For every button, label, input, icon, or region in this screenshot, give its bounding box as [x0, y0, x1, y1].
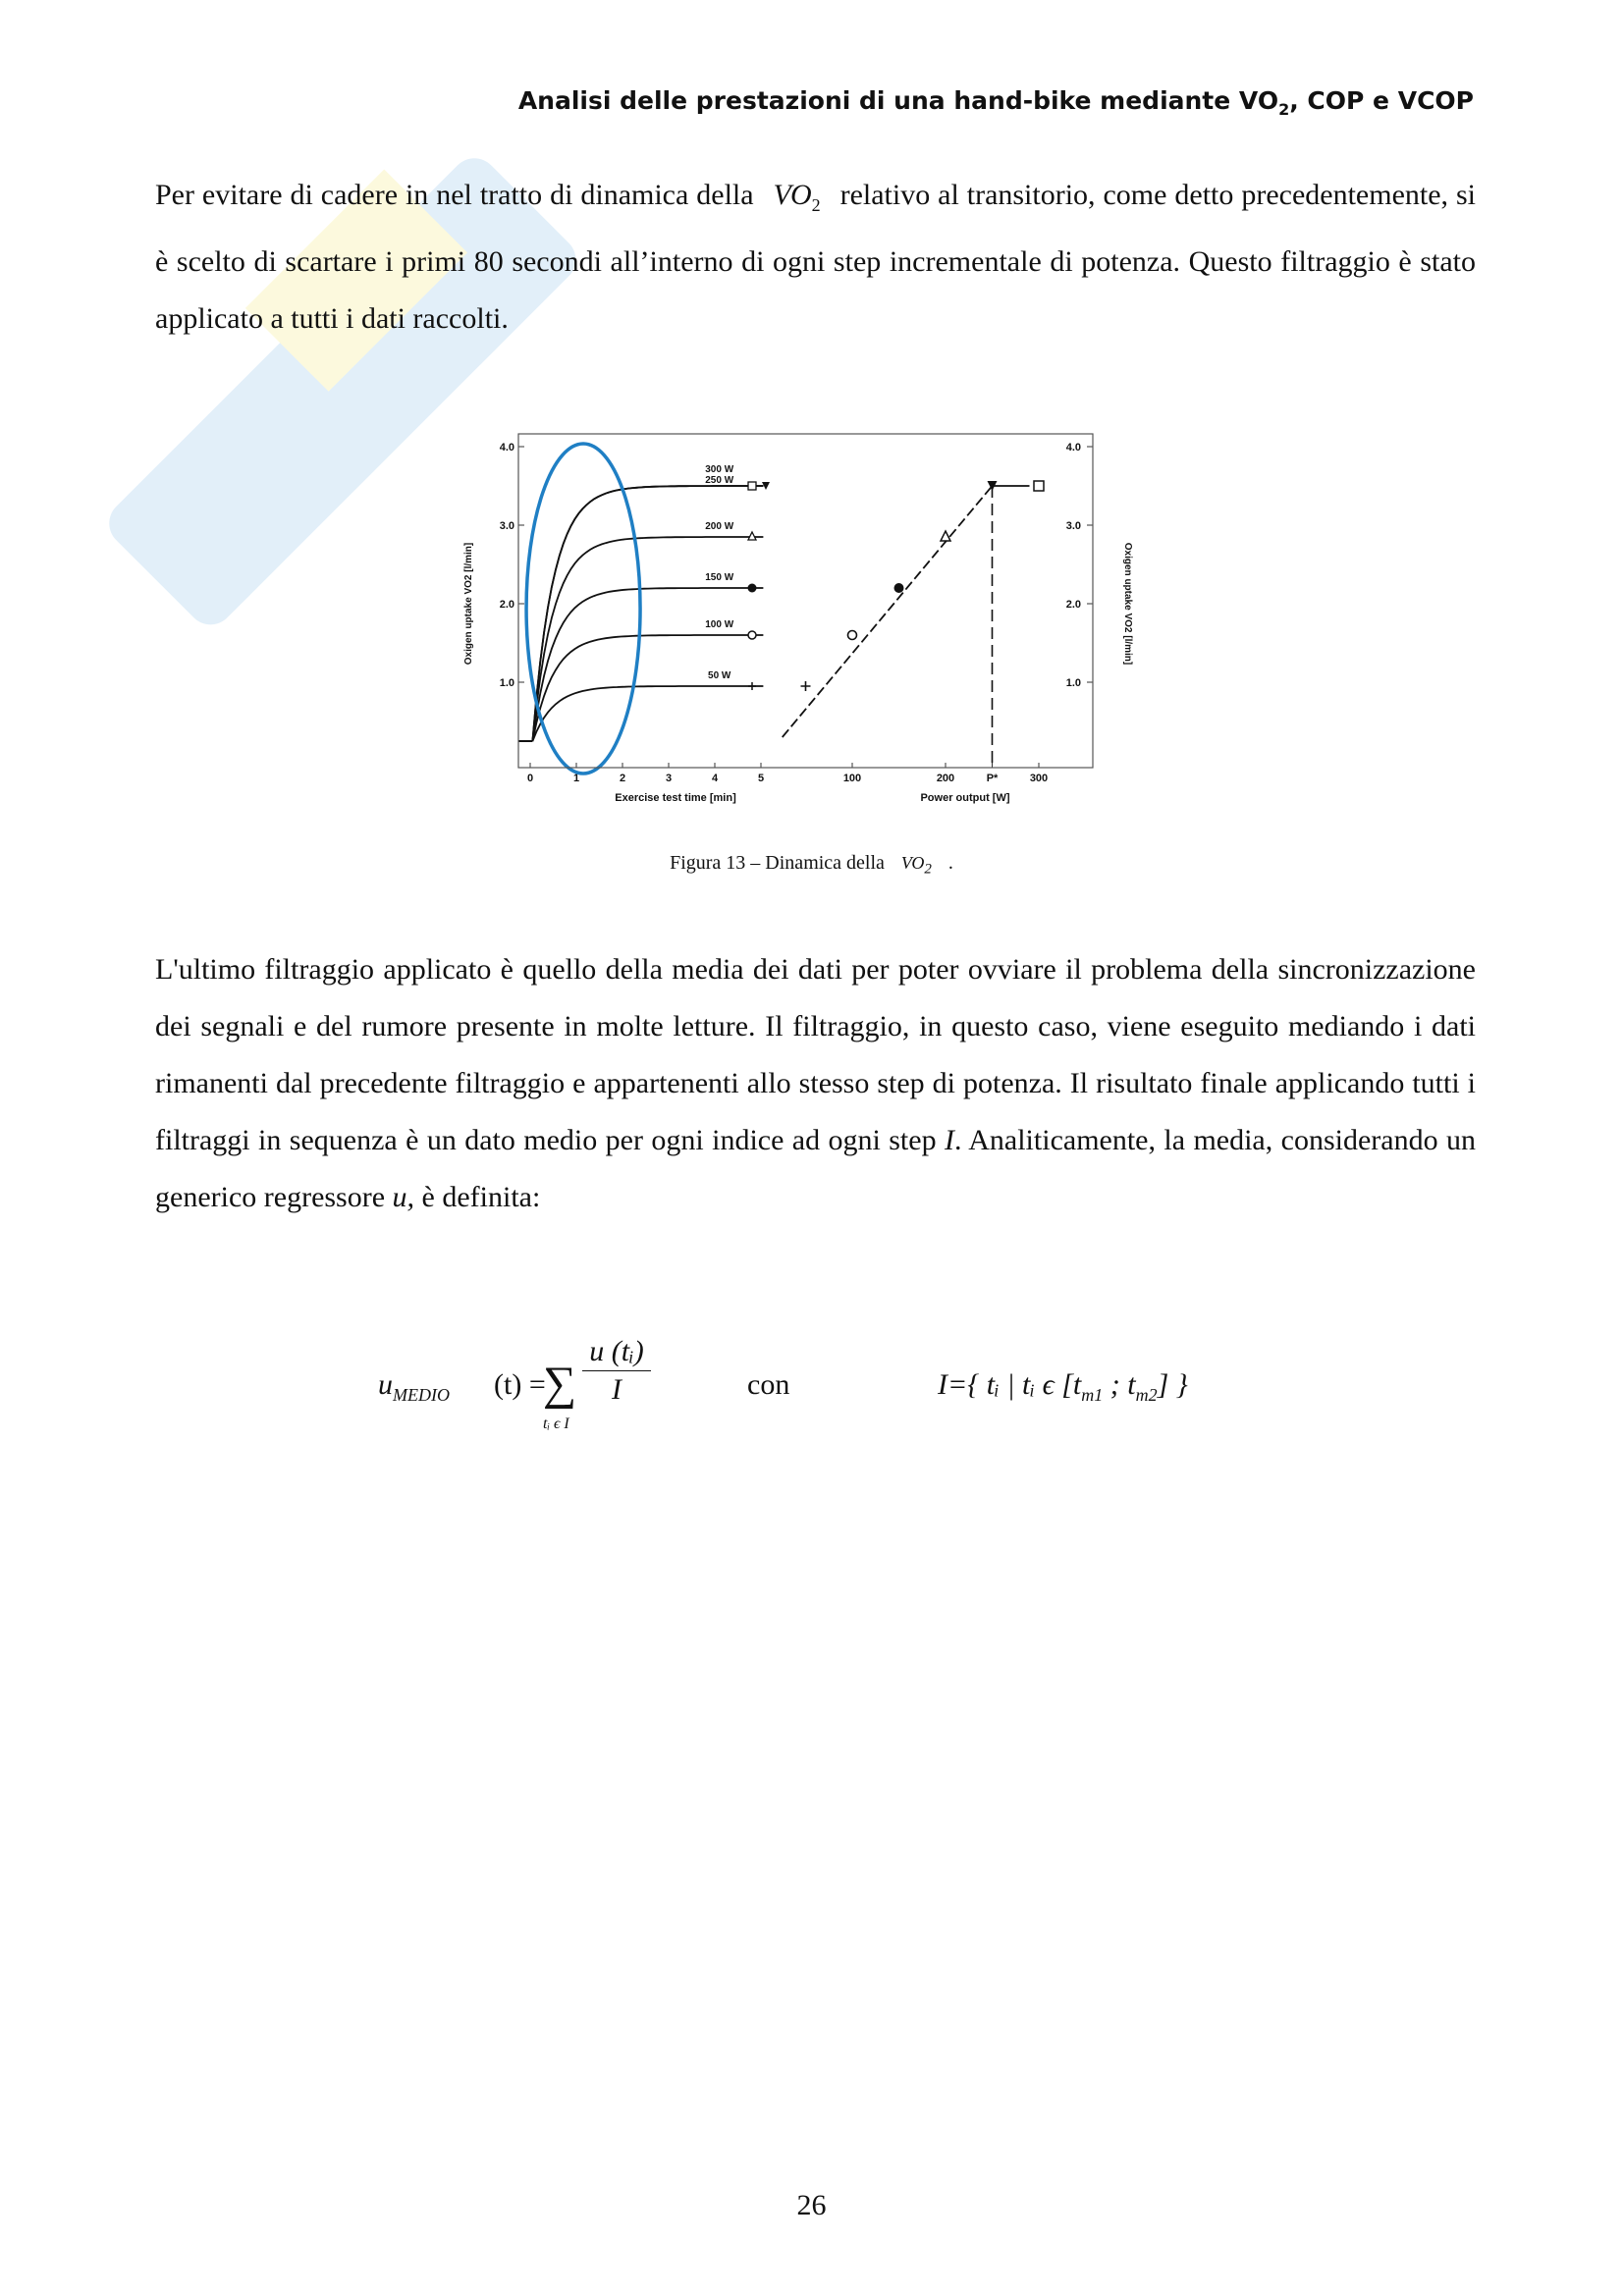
- left-xtick-label: 1: [572, 773, 580, 784]
- right-xtick-label: 100: [842, 773, 862, 784]
- right-ytick-label: 3.0: [1065, 520, 1081, 532]
- left-xlabel: Exercise test time [min]: [615, 792, 736, 804]
- left-ytick-label: 1.0: [499, 677, 514, 689]
- curve-label: 100 W: [705, 619, 734, 630]
- left-xtick-label: 4: [711, 773, 719, 784]
- level-marker: [748, 631, 756, 639]
- level-marker: [748, 482, 756, 490]
- left-xtick-label: 3: [665, 773, 673, 784]
- left-ytick-label: 3.0: [499, 520, 514, 532]
- right-ytick-label: 1.0: [1065, 677, 1081, 689]
- paragraph-intro: Per evitare di cadere in nel tratto di dinamica della $VO_2$ relativo al transitorio, come detto precedentemente, si è scelto di scartare i primi 80 secondi all’interno di ogni step incrementale di potenza. Questo filtraggio è stato applicato a tutti i dati raccolti.: [155, 167, 1476, 347]
- left-xtick-label: 5: [757, 773, 765, 784]
- level-marker: [748, 584, 757, 593]
- level-marker: [748, 682, 756, 690]
- curve-200w: [532, 537, 763, 741]
- curve-100w: [532, 635, 763, 741]
- vo2-dynamics-figure: [463, 422, 1133, 815]
- right-xtick-label: P*: [986, 773, 999, 784]
- marker-+: [801, 681, 811, 691]
- formula-fraction: $\frac{\text{u (tᵢ)}}{I}$: [582, 1335, 651, 1407]
- curve-50w: [532, 686, 763, 741]
- right-xlabel: Power output [W]: [920, 792, 1010, 804]
- right-ytick-label: 2.0: [1065, 599, 1081, 611]
- right-ytick-label: 4.0: [1065, 442, 1081, 454]
- curve-150w: [532, 588, 763, 741]
- page-header: Analisi delle prestazioni di una hand-bike mediante $VO_2$, COP e VCOP: [517, 86, 1474, 119]
- left-ylabel: Oxigen uptake VO2 [l/min]: [463, 542, 474, 666]
- curve-label: 300 W: [705, 464, 734, 475]
- marker-open-circle: [848, 631, 857, 640]
- curve-label: 200 W: [705, 521, 734, 532]
- level-marker: [748, 532, 756, 540]
- paragraph-average: L'ultimo filtraggio applicato è quello della media dei dati per poter ovviare il problema della sincronizzazione dei segnali e del rumore presente in molte letture. Il filtraggio, in questo caso, viene eseguito mediando i dati rimanenti dal precedente filtraggio e appartenenti allo stesso step di potenza. Il risultato finale applicando tutti i filtraggi in sequenza è un dato medio per ogni indice ad ogni step I. Analiticamente, la media, considerando un generico regressore u, è definita:: [155, 953, 1476, 1213]
- curve-label: 150 W: [705, 572, 734, 583]
- right-ylabel: Oxigen uptake VO2 [l/min]: [1122, 542, 1133, 666]
- right-xtick-label: 300: [1029, 773, 1049, 784]
- time-panel: [463, 442, 770, 804]
- highlight-ellipse: [526, 444, 640, 774]
- left-xtick-label: 0: [526, 773, 534, 784]
- marker-open-square: [1034, 481, 1044, 491]
- left-xtick-label: 2: [619, 773, 626, 784]
- formula-set: I={ tᵢ | tᵢ ϵ [$t_{m1}$ ; $t_{m2}$] }: [938, 1368, 1188, 1405]
- figure-frame: [518, 434, 1093, 768]
- power-panel: [783, 442, 1133, 804]
- curve-label: 250 W: [705, 475, 734, 486]
- curve-label: 50 W: [708, 670, 731, 681]
- right-xtick-label: 200: [936, 773, 955, 784]
- left-ytick-label: 2.0: [499, 599, 514, 611]
- left-ytick-label: 4.0: [499, 442, 514, 454]
- vo2-symbol: $VO_2$: [773, 179, 821, 215]
- mean-formula: $u_{MEDIO}$ (t) = ∑ tᵢ ϵ I $\frac{\text{u (tᵢ)}}{I}$ con I={ tᵢ | tᵢ ϵ [$t_{m1}$ ; $t_{m2}$] }: [378, 1335, 1188, 1432]
- marker-open-triangle: [941, 531, 950, 541]
- formula-lhs: $u_{MEDIO}$: [378, 1368, 450, 1405]
- page-number: 26: [796, 2189, 827, 2221]
- sum-symbol: ∑: [543, 1358, 577, 1410]
- figure-caption: Figura 13 – Dinamica della $VO_2$ .: [670, 852, 953, 878]
- regression-line: [783, 486, 993, 737]
- marker-filled-circle: [894, 583, 904, 593]
